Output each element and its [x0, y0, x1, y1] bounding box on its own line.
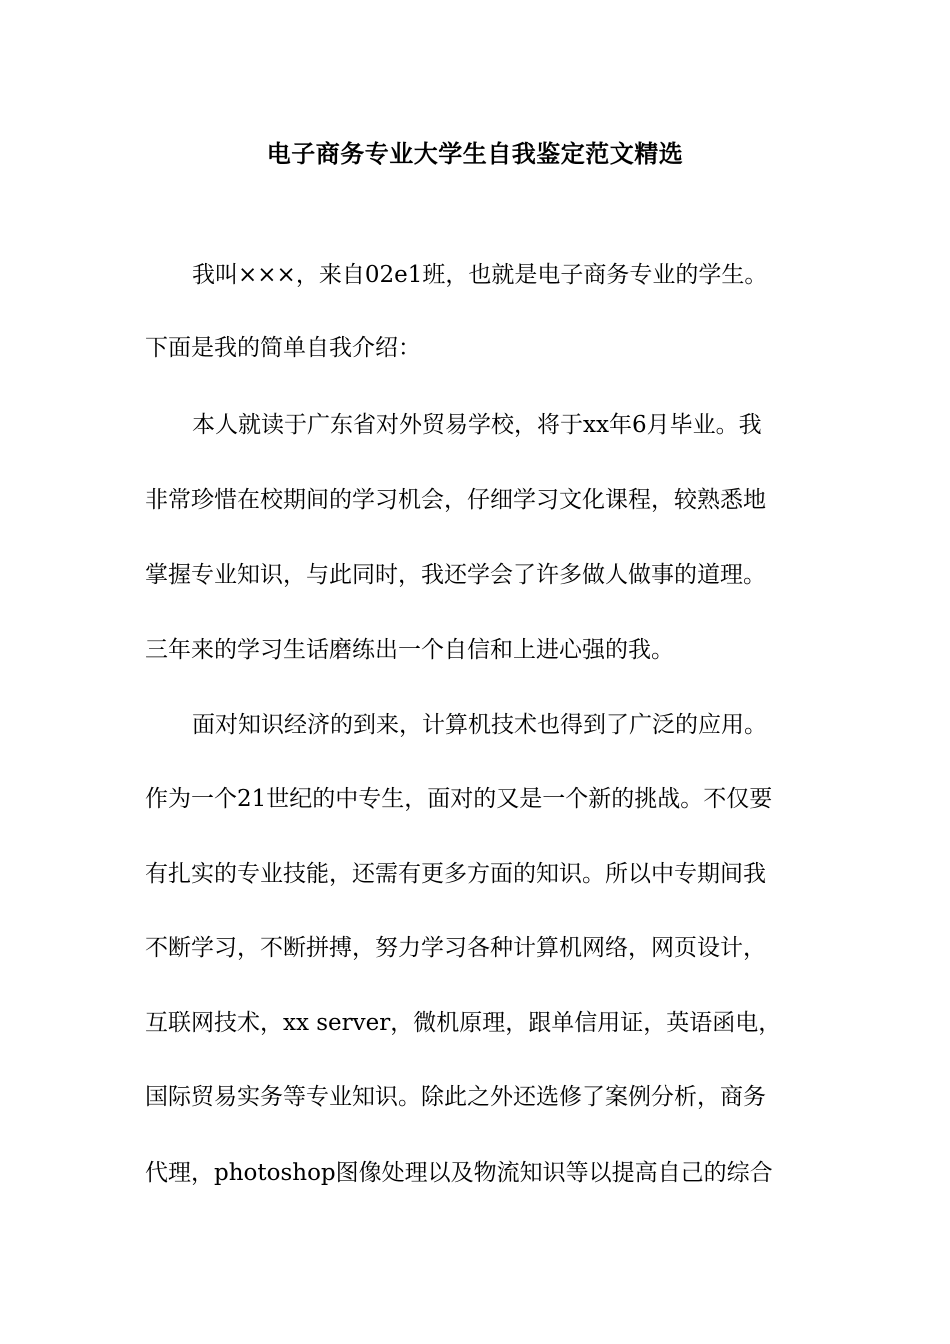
- paragraph-line-10: 不断学习，不断拼搏，努力学习各种计算机网络，网页设计，: [145, 935, 766, 961]
- document-title: 电子商务专业大学生自我鉴定范文精选: [266, 139, 684, 168]
- paragraph-line-3: 本人就读于广东省对外贸易学校，将于xx年6月毕业。我: [192, 412, 762, 438]
- paragraph-line-12: 国际贸易实务等专业知识。除此之外还选修了案例分析，商务: [145, 1084, 766, 1110]
- paragraph-line-1: 我叫×××，来自02e1班，也就是电子商务专业的学生。: [192, 262, 768, 288]
- paragraph-line-6: 三年来的学习生话磨练出一个自信和上进心强的我。: [145, 637, 674, 663]
- paragraph-line-2: 下面是我的简单自我介绍：: [145, 335, 421, 361]
- paragraph-line-7: 面对知识经济的到来，计算机技术也得到了广泛的应用。: [192, 712, 767, 738]
- paragraph-line-11: 互联网技术，xx server，微机原理，跟单信用证，英语函电，: [145, 1010, 782, 1036]
- paragraph-line-5: 掌握专业知识，与此同时，我还学会了许多做人做事的道理。: [145, 562, 766, 588]
- paragraph-line-4: 非常珍惜在校期间的学习机会，仔细学习文化课程，较熟悉地: [145, 487, 766, 513]
- paragraph-line-13: 代理，photoshop图像处理以及物流知识等以提高自己的综合: [145, 1160, 773, 1186]
- paragraph-line-8: 作为一个21世纪的中专生，面对的又是一个新的挑战。不仅要: [145, 786, 773, 812]
- paragraph-line-9: 有扎实的专业技能，还需有更多方面的知识。所以中专期间我: [145, 861, 766, 887]
